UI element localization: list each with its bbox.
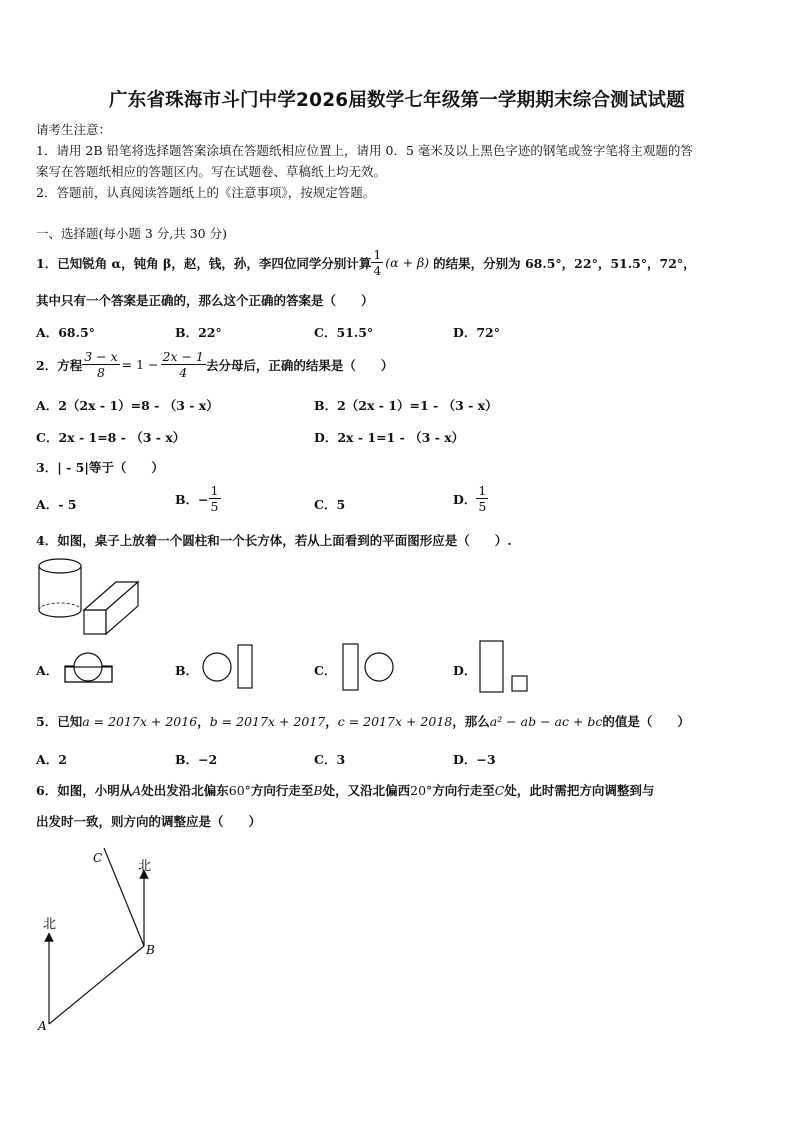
q5-text-b: 的值是（ ） [602,714,690,729]
q6-direction-figure [30,842,170,1042]
q5-sep-1: ， [197,714,210,729]
q6-fig-north-a: 北 [43,917,57,932]
q3-d-den: 5 [478,499,487,514]
q5-then: ，那么 [452,714,490,729]
q2-frac2-num: 2x − 1 [162,349,204,364]
q2-text-a: 2．方程 [36,357,83,373]
q3-b-den: 5 [210,499,219,514]
q2-text-b: 去分母后，正确的结果是（ ） [205,357,394,373]
q1-expr: (α + β) [385,255,430,270]
q3-d-num: 1 [478,483,487,498]
question-3-stem: 3．| - 5|等于（ ） [36,460,164,475]
question-4-stem: 4．如图，桌子上放着一个圆柱和一个长方体，若从上面看到的平面图形应是（ ）. [36,533,512,548]
notice-line-1: 1．请用 2B 铅笔将选择题答案涂填在答题纸相应位置上，请用 0．5 毫米及以上黑色字迹的钢笔或签字笔将主观题的答 [36,143,693,158]
q6-text-a: 6．如图，小明从 [36,783,133,798]
q5-eq-a: a = 2017x + 2016 [82,714,198,729]
q5-expr: a² − ab − ac + bc [489,714,603,729]
q1-fraction [371,247,383,278]
question-1-stem [36,247,696,278]
q3-option-b[interactable] [175,483,221,514]
q3-option-b-frac [209,483,221,514]
q3-option-c[interactable]: C．5 [314,497,346,512]
q2-option-b[interactable]: B．2（2x - 1）=1 - （3 - x） [314,398,498,413]
q5-eq-b: b = 2017x + 2017 [209,714,326,729]
q6-angle-1: 60° [228,783,251,798]
q4-option-c-figure[interactable] [340,640,396,692]
question-1-line2: 其中只有一个答案是正确的，那么这个正确的答案是（ ） [36,293,374,308]
q2-fraction-2 [161,349,206,380]
q5-option-d[interactable]: D．−3 [453,752,496,767]
q5-option-a[interactable]: A．2 [36,752,67,767]
question-2-stem [36,349,393,380]
q2-mid: = 1 − [121,357,159,372]
q1-frac-num: 1 [373,247,382,262]
q3-option-d-frac [476,483,488,514]
q3-option-b-label: B．− [175,491,209,507]
q4-main-figure [34,552,144,638]
q6-mid-3: 处，又沿北偏西 [322,783,411,798]
page-title: 广东省珠海市斗门中学2026届数学七年级第一学期期末综合测试试题 [109,90,685,111]
q6-point-c: C [494,783,505,798]
q4-option-c-label[interactable]: C． [314,663,337,678]
notice-line-1b: 案写在答题纸相应的答题区内。写在试题卷、草稿纸上均无效。 [36,164,387,179]
q1-frac-den: 4 [373,263,382,278]
section-heading: 一、选择题(每小题 3 分,共 30 分) [36,226,227,241]
q5-sep-2: ， [325,714,338,729]
q6-mid-4: 方向行走至 [432,783,495,798]
q4-option-a-figure[interactable] [62,650,116,686]
q6-fig-label-b: B [146,943,155,957]
q3-option-a[interactable]: A．- 5 [36,497,77,512]
q5-option-b[interactable]: B．−2 [175,752,218,767]
q4-option-d-figure[interactable] [478,638,532,696]
q2-option-c[interactable]: C．2x - 1=8 - （3 - x） [36,430,186,445]
notice-line-2: 2．答题前，认真阅读答题纸上的《注意事项》，按规定答题。 [36,185,376,200]
q6-mid-5: 处，此时需把方向调整到与 [504,783,655,798]
q6-mid-2: 方向行走至 [250,783,314,798]
q2-frac1-num: 3 − x [84,349,118,364]
question-6-stem [36,781,654,799]
q2-frac1-den: 8 [96,365,105,380]
q6-point-b: B [313,783,323,798]
q1-text-b: 的结果，分别为 68.5°，22°，51.5°，72°， [433,255,696,271]
q2-option-a[interactable]: A．2（2x - 1）=8 - （3 - x） [36,398,219,413]
q5-eq-c: c = 2017x + 2018 [337,714,453,729]
q1-option-c[interactable]: C．51.5° [314,325,374,340]
q3-option-d-label: D． [453,491,477,507]
q4-option-d-label[interactable]: D． [453,663,477,678]
q3-b-num: 1 [210,483,219,498]
notice-heading: 请考生注意： [36,122,112,137]
q6-fig-label-a: A [38,1019,47,1033]
q1-option-a[interactable]: A．68.5° [36,325,95,340]
q5-text-a: 5．已知 [36,714,83,729]
q2-frac2-den: 4 [179,365,188,380]
q4-option-a-label[interactable]: A． [36,663,59,678]
q1-option-d[interactable]: D．72° [453,325,500,340]
q6-point-a: A [132,783,142,798]
q1-text-a: 1．已知锐角 α，钝角 β，赵，钱，孙，李四位同学分别计算 [36,255,372,271]
q2-option-d[interactable]: D．2x - 1=1 - （3 - x） [314,430,465,445]
q4-option-b-label[interactable]: B． [175,663,199,678]
question-5-stem [36,712,690,730]
q3-option-d[interactable] [453,483,488,514]
q2-fraction-1 [82,349,119,380]
q5-option-c[interactable]: C．3 [314,752,346,767]
question-6-line2: 出发时一致，则方向的调整应是（ ） [36,814,262,829]
q1-option-b[interactable]: B．22° [175,325,222,340]
q6-fig-north-b: 北 [138,859,152,874]
q4-option-b-figure[interactable] [200,640,256,690]
q6-mid-1: 处出发沿北偏东 [141,783,229,798]
q6-fig-label-c: C [93,851,103,865]
q6-angle-2: 20° [410,783,433,798]
